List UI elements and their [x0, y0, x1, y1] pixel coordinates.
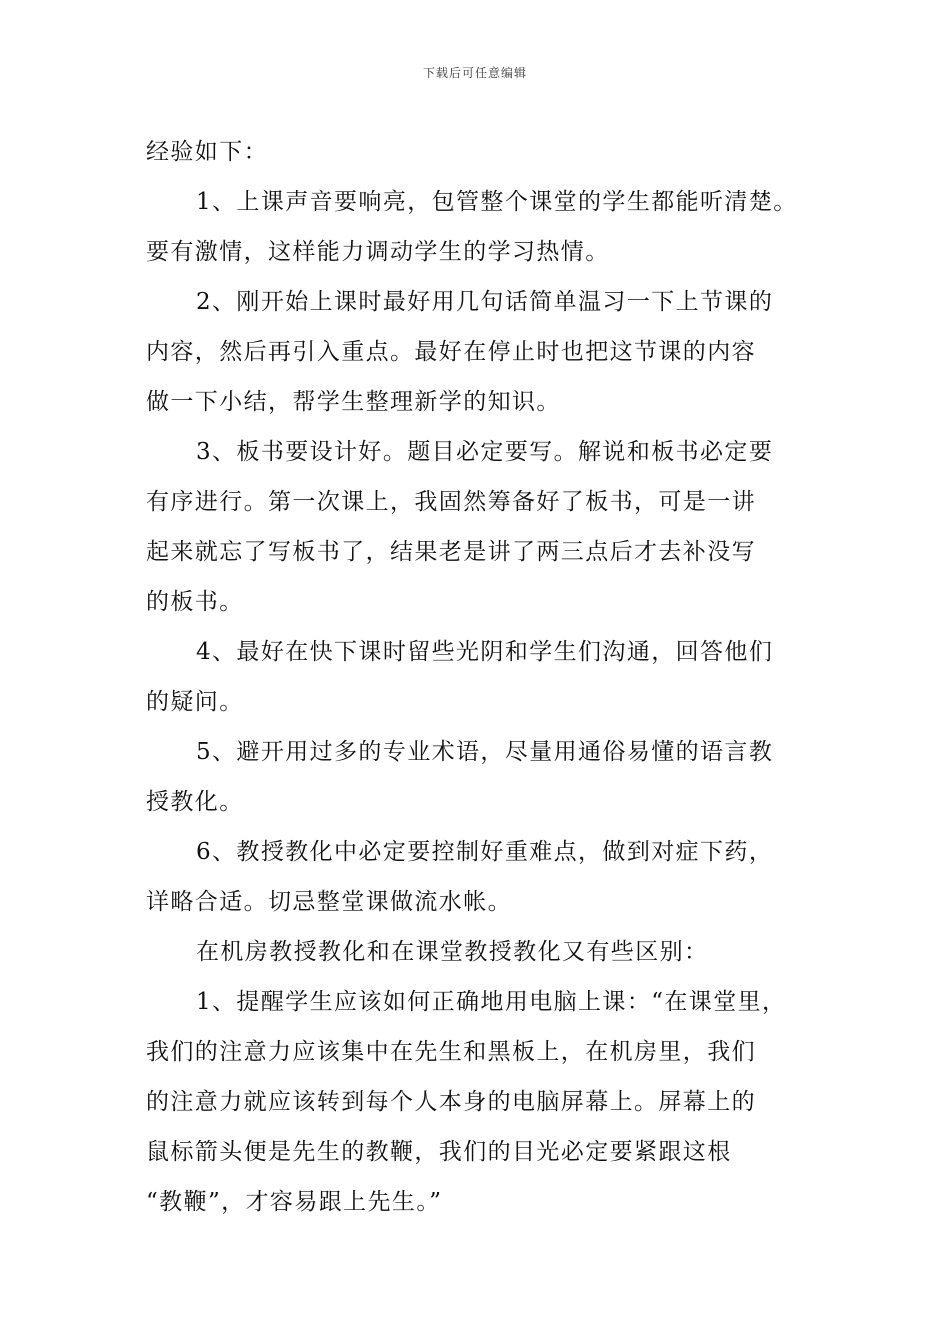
text-line: 经验如下： [146, 139, 268, 165]
text-line: 1、上课声音要响亮，包管整个课堂的学生都能听清楚。 [196, 189, 798, 215]
text-line: 有序进行。第一次课上，我固然筹备好了板书，可是一讲 [146, 489, 756, 515]
text-line: 2、刚开始上课时最好用几句话简单温习一下上节课的 [196, 289, 774, 315]
text-line: 我们的注意力应该集中在先生和黑板上，在机房里，我们 [146, 1039, 756, 1065]
text-line: “教鞭”，才容易跟上先生。” [146, 1189, 443, 1215]
text-line: 4、最好在快下课时留些光阴和学生们沟通，回答他们 [196, 639, 774, 665]
text-line: 5、避开用过多的专业术语，尽量用通俗易懂的语言教 [196, 739, 774, 765]
text-line: 起来就忘了写板书了，结果老是讲了两三点后才去补没写 [146, 539, 756, 565]
document-body [146, 127, 810, 1227]
text-line: 内容，然后再引入重点。最好在停止时也把这节课的内容 [146, 339, 756, 365]
text-line: 详略合适。切忌整堂课做流水帐。 [146, 889, 512, 915]
page-header: 下载后可任意编辑 [422, 66, 527, 80]
text-line: 的注意力就应该转到每个人本身的电脑屏幕上。屏幕上的 [146, 1089, 756, 1115]
text-line: 授教化。 [146, 789, 244, 815]
text-line: 1、提醒学生应该如何正确地用电脑上课：“在课堂里， [196, 989, 787, 1015]
text-line: 要有激情，这样能力调动学生的学习热情。 [146, 239, 610, 265]
text-line: 6、教授教化中必定要控制好重难点，做到对症下药， [196, 839, 774, 865]
text-line: 的板书。 [146, 589, 244, 615]
text-line: 做一下小结，帮学生整理新学的知识。 [146, 389, 561, 415]
text-line: 在机房教授教化和在课堂教授教化又有些区别： [196, 939, 709, 965]
text-line: 3、板书要设计好。题目必定要写。解说和板书必定要 [196, 439, 774, 465]
text-line: 的疑问。 [146, 689, 244, 715]
text-line: 鼠标箭头便是先生的教鞭，我们的目光必定要紧跟这根 [146, 1139, 732, 1165]
